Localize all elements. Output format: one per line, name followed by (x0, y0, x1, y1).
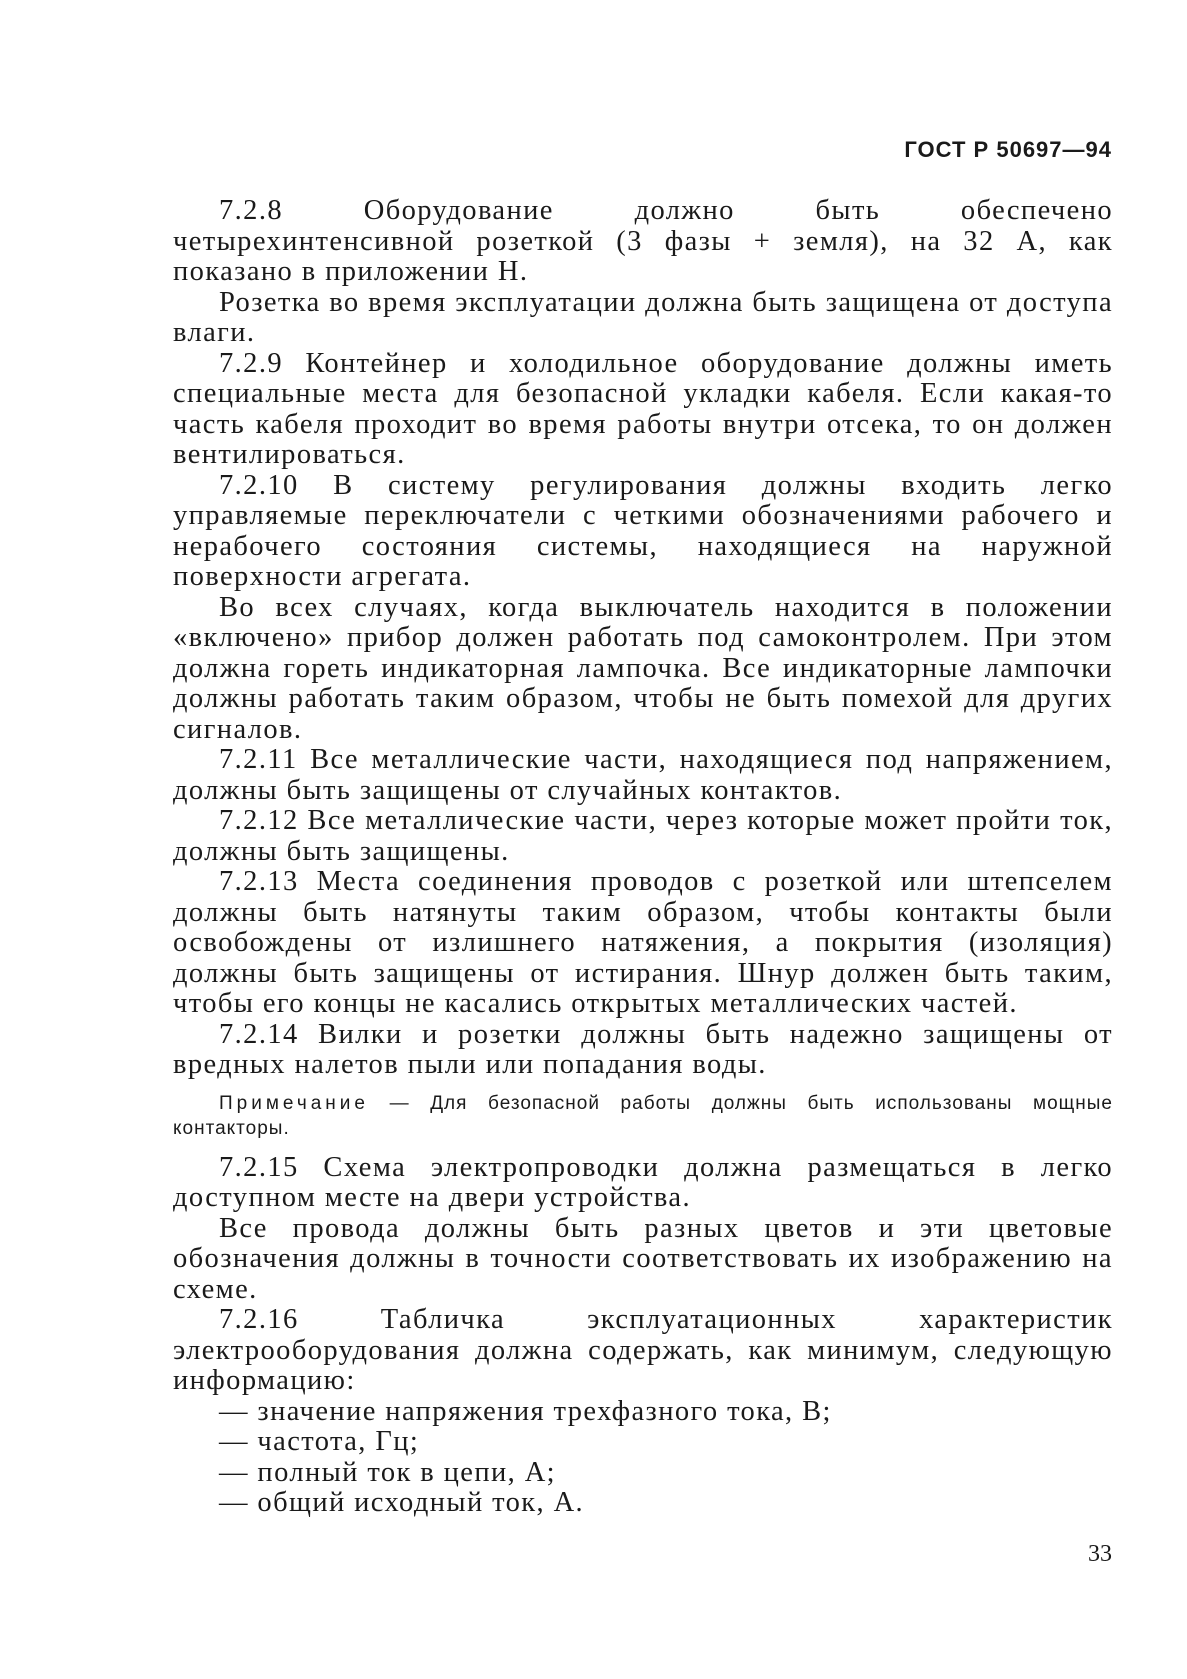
page-number: 33 (1088, 1541, 1112, 1567)
paragraph-7-2-8: 7.2.8 Оборудование должно быть обеспечено четырехинтенсивной розеткой (3 фазы + земля), на 32 А, как показано в приложении Н. (173, 195, 1113, 287)
paragraph-7-2-15: 7.2.15 Схема электропроводки должна размещаться в легко доступном месте на двери устройства. (173, 1151, 1113, 1213)
standard-header: ГОСТ Р 50697—94 (904, 137, 1112, 162)
paragraph-wire-colors: Все провода должны быть разных цветов и эти цветовые обозначения должны в точности соответствовать их изображению на схеме. (173, 1212, 1113, 1305)
list-item: — значение напряжения трехфазного тока, В; (219, 1395, 832, 1427)
note (173, 1091, 1113, 1141)
paragraph-switch-indicator: Во всех случаях, когда выключатель находится в положении «включено» прибор должен работать под самоконтролем. При этом должна гореть индикаторная лампочка. Все индикаторные лампочки должны работать таким образом, чтобы не быть помехой для других сигналов. (173, 591, 1113, 745)
list-item: — общий исходный ток, А. (219, 1487, 585, 1518)
note-label: Примечание (219, 1092, 369, 1114)
page-content (173, 196, 1113, 1519)
paragraph-7-2-13: 7.2.13 Места соединения проводов с розеткой или штепселем должны быть натянуты таким образом, чтобы контакты были освобождены от излишнего натяжения, а покрытия (изоляция) должны быть защищены от истирания. Шнур должен быть таким, чтобы его концы не касались открытых металлических частей. (173, 866, 1113, 1019)
paragraph-7-2-10: 7.2.10 В систему регулирования должны входить легко управляемые переключатели с четкими обозначениями рабочего и нерабочего состояния системы, находящиеся на наружной поверхности агрегата. (173, 469, 1113, 592)
list-item: — частота, Гц; (219, 1426, 420, 1457)
list-item: — полный ток в цепи, А; (219, 1456, 556, 1488)
info-list (173, 1397, 1113, 1519)
paragraph-7-2-11: 7.2.11 Все металлические части, находящиеся под напряжением, должны быть защищены от случайных контактов. (173, 744, 1113, 806)
paragraph-7-2-12: 7.2.12 Все металлические части, через которые может пройти ток, должны быть защищены. (173, 805, 1113, 867)
paragraph-7-2-14: 7.2.14 Вилки и розетки должны быть надежно защищены от вредных налетов пыли или попадания воды. (173, 1018, 1113, 1080)
paragraph-7-2-16: 7.2.16 Табличка эксплуатационных характеристик электрооборудования должна содержать, как минимум, следующую информацию: (173, 1304, 1113, 1396)
paragraph-7-2-9: 7.2.9 Контейнер и холодильное оборудование должны иметь специальные места для безопасной укладки кабеля. Если какая-то часть кабеля проходит во время работы внутри отсека, то он должен вентилироваться. (173, 347, 1113, 470)
note-text: — Для безопасной работы должны быть использованы мощные контакторы. (173, 1092, 1113, 1139)
paragraph-socket-moisture: Розетка во время эксплуатации должна быть защищена от доступа влаги. (173, 286, 1113, 348)
